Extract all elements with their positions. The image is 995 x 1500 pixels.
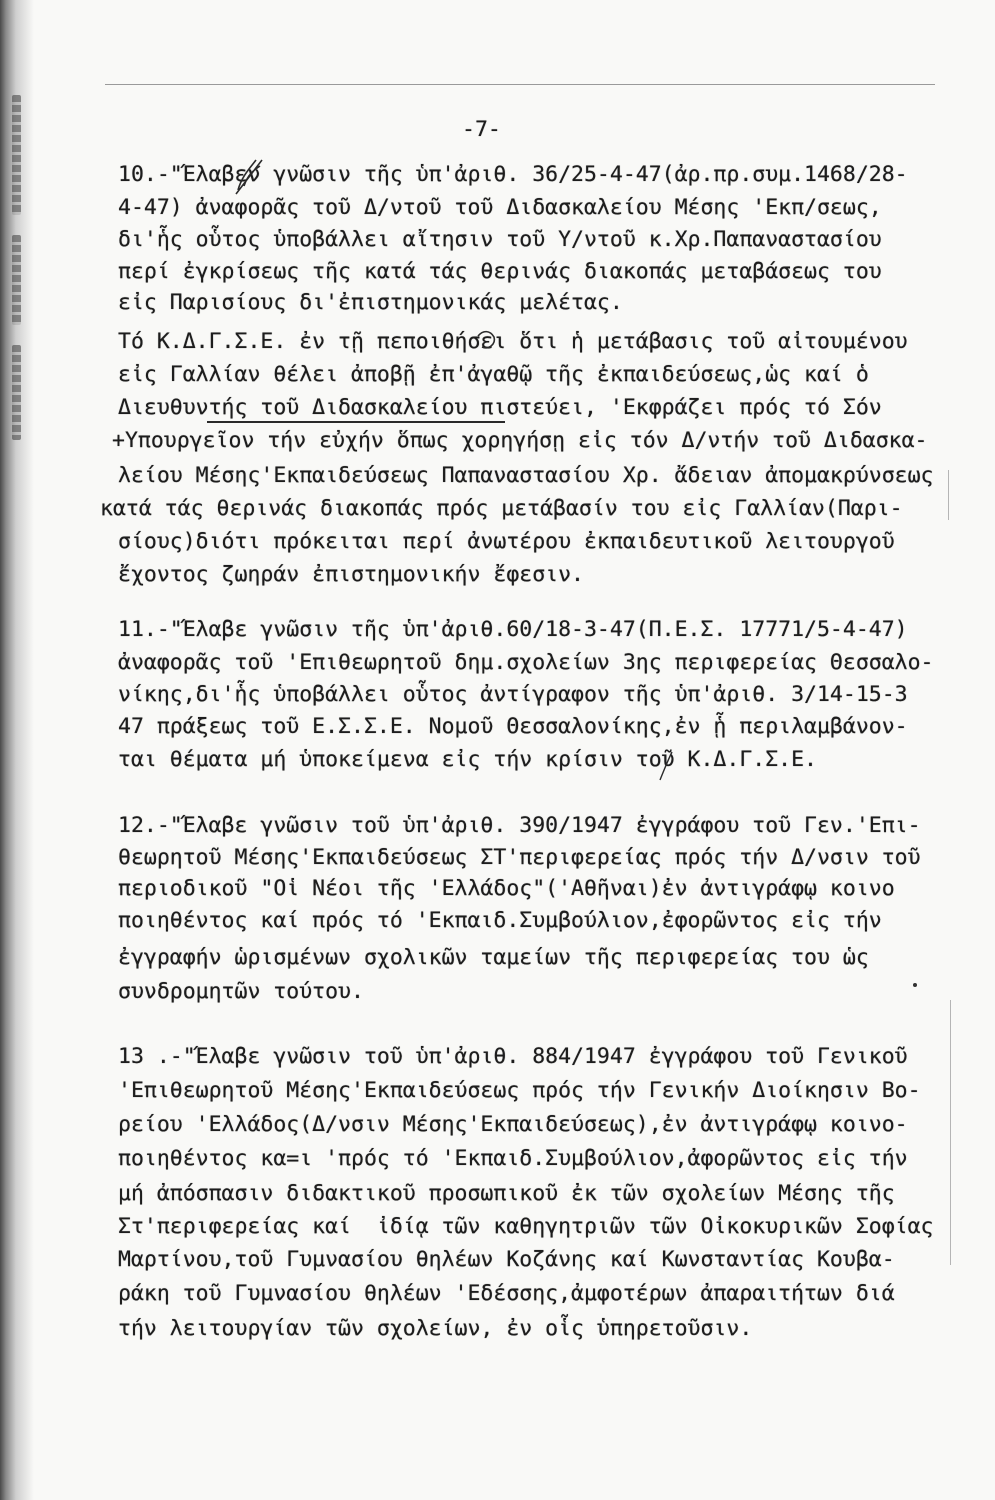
paragraph-line: 4-47) ἀναφορᾶς τοῦ Δ/ντοῦ τοῦ Διδασκαλείου Μέσης 'Εκπ/σεως, [118, 195, 882, 220]
scan-binding-edge [0, 0, 34, 1500]
paragraph-line: ποιηθέντος κα=ι 'πρός τό 'Εκπαιδ.Συμβούλιον,ἀφορῶντος εἰς τήν [118, 1146, 908, 1171]
margin-stamp-mark [12, 95, 21, 215]
paragraph-line: σίους)διότι πρόκειται περί ἀνωτέρου ἐκπαιδευτικοῦ λειτουργοῦ [118, 529, 895, 554]
edge-rule [948, 470, 949, 520]
paragraph-line: 13 .-"Έλαβε γνῶσιν τοῦ ὑπ'ἀριθ. 884/1947 ἐγγράφου τοῦ Γενικοῦ [118, 1044, 908, 1069]
underline-mark [207, 421, 505, 423]
paragraph-line: λείου Μέσης'Εκπαιδεύσεως Παπαναστασίου Χρ. ἄδειαν ἀπομακρύνσεως [118, 463, 934, 488]
paragraph-line: περιοδικοῦ "Οἱ Νέοι τῆς 'Ελλάδος"('Αθῆναι)ἐν ἀντιγράφῳ κοινο [118, 876, 895, 901]
paragraph-line: 47 πράξεως τοῦ Ε.Σ.Σ.Ε. Νομοῦ Θεσσαλονίκης,ἐν ᾗ περιλαμβάνον- [118, 714, 908, 739]
paragraph-line: νίκης,δι'ἧς ὑποβάλλει οὗτος ἀντίγραφον τῆς ὑπ'ἀριθ. 3/14-15-3 [118, 682, 908, 707]
paragraph-line: ἔχοντος ζωηράν ἐπιστημονικήν ἔφεσιν. [118, 562, 584, 587]
edge-rule [950, 1000, 951, 1265]
paragraph-line: Στ'περιφερείας καί ἰδίᾳ τῶν καθηγητριῶν τῶν Οἰκοκυρικῶν Σοφίας [118, 1214, 934, 1239]
paragraph-line: ποιηθέντος καί πρός τό 'Εκπαιδ.Συμβούλιον,ἐφορῶντος εἰς τήν [118, 908, 882, 933]
page-number: -7- [462, 117, 501, 142]
paragraph-line: περί ἐγκρίσεως τῆς κατά τάς θερινάς διακοπάς μεταβάσεως του [118, 259, 882, 284]
paragraph-line: συνδρομητῶν τούτου. [118, 979, 364, 1004]
paragraph-line: ἀναφορᾶς τοῦ 'Επιθεωρητοῦ δημ.σχολείων 3ης περιφερείας Θεσσαλο- [118, 650, 934, 675]
paragraph-line: ται θέματα μή ὑποκείμενα εἰς τήν κρίσιν τοῦ Κ.Δ.Γ.Σ.Ε. [118, 747, 817, 772]
paragraph-line: εἰς Παρισίους δι'ἐπιστημονικάς μελέτας. [118, 290, 623, 315]
paragraph-line: 12.-"Έλαβε γνῶσιν τοῦ ὑπ'ἀριθ. 390/1947 ἐγγράφου τοῦ Γεν.'Επι- [118, 813, 921, 838]
paragraph-line: 'Επιθεωρητοῦ Μέσης'Εκπαιδεύσεως πρός τήν Γενικήν Διοίκησιν Βο- [118, 1078, 921, 1103]
paragraph-line: μή ἀπόσπασιν διδακτικοῦ προσωπικοῦ ἐκ τῶν σχολείων Μέσης τῆς [118, 1181, 895, 1206]
pen-dot-mark [913, 983, 917, 987]
paragraph-line: ράκη τοῦ Γυμνασίου θηλέων 'Εδέσσης,ἀμφοτέρων ἀπαραιτήτων διά [118, 1281, 895, 1306]
paragraph-line: εἰς Γαλλίαν θέλει ἀποβῇ ἐπ'ἀγαθῷ τῆς ἐκπαιδεύσεως,ὡς καί ὁ [118, 362, 869, 387]
paragraph-line: κατά τάς θερινάς διακοπάς πρός μετάβασίν του εἰς Γαλλίαν(Παρι- [100, 496, 903, 521]
paragraph-line: ρείου 'Ελλάδος(Δ/νσιν Μέσης'Εκπαιδεύσεως),ἐν ἀντιγράφῳ κοινο- [118, 1112, 908, 1137]
paragraph-line: +Υπουργεῖον τήν εὐχήν ὅπως χορηγήσῃ εἰς τόν Δ/ντήν τοῦ Διδασκα- [112, 428, 928, 453]
paragraph-line: τήν λειτουργίαν τῶν σχολείων, ἐν οἷς ὑπηρετοῦσιν. [118, 1316, 753, 1341]
paragraph-line: Διευθυντής τοῦ Διδασκαλείου πιστεύει, 'Εκφράζει πρός τό Σόν [118, 395, 882, 420]
paragraph-line: 11.-"Έλαβε γνῶσιν τῆς ὑπ'ἀριθ.60/18-3-47(Π.Ε.Σ. 17771/5-4-47) [118, 617, 908, 642]
top-rule [105, 84, 935, 85]
paragraph-line: ἐγγραφήν ὡρισμένων σχολικῶν ταμείων τῆς περιφερείας του ὡς [118, 945, 869, 970]
paragraph-line: 10.-"Έλαβεν γνῶσιν τῆς ὑπ'ἀριθ. 36/25-4-47(ἀρ.πρ.συμ.1468/28- [118, 162, 908, 187]
paragraph-line: δι'ἧς οὗτος ὑποβάλλει αἴτησιν τοῦ Υ/ντοῦ κ.Χρ.Παπαναστασίου [118, 227, 882, 252]
paragraph-line: Τό Κ.Δ.Γ.Σ.Ε. ἐν τῇ πεποιθήσει ὅτι ἡ μετάβασις τοῦ αἰτουμένου [118, 329, 908, 354]
paragraph-line: Μαρτίνου,τοῦ Γυμνασίου θηλέων Κοζάνης καί Κωνσταντίας Κουβα- [118, 1247, 895, 1272]
margin-stamp-mark [12, 235, 21, 325]
margin-stamp-mark [12, 345, 21, 440]
paragraph-line: θεωρητοῦ Μέσης'Εκπαιδεύσεως ΣΤ'περιφερείας πρός τήν Δ/νσιν τοῦ [118, 845, 921, 870]
